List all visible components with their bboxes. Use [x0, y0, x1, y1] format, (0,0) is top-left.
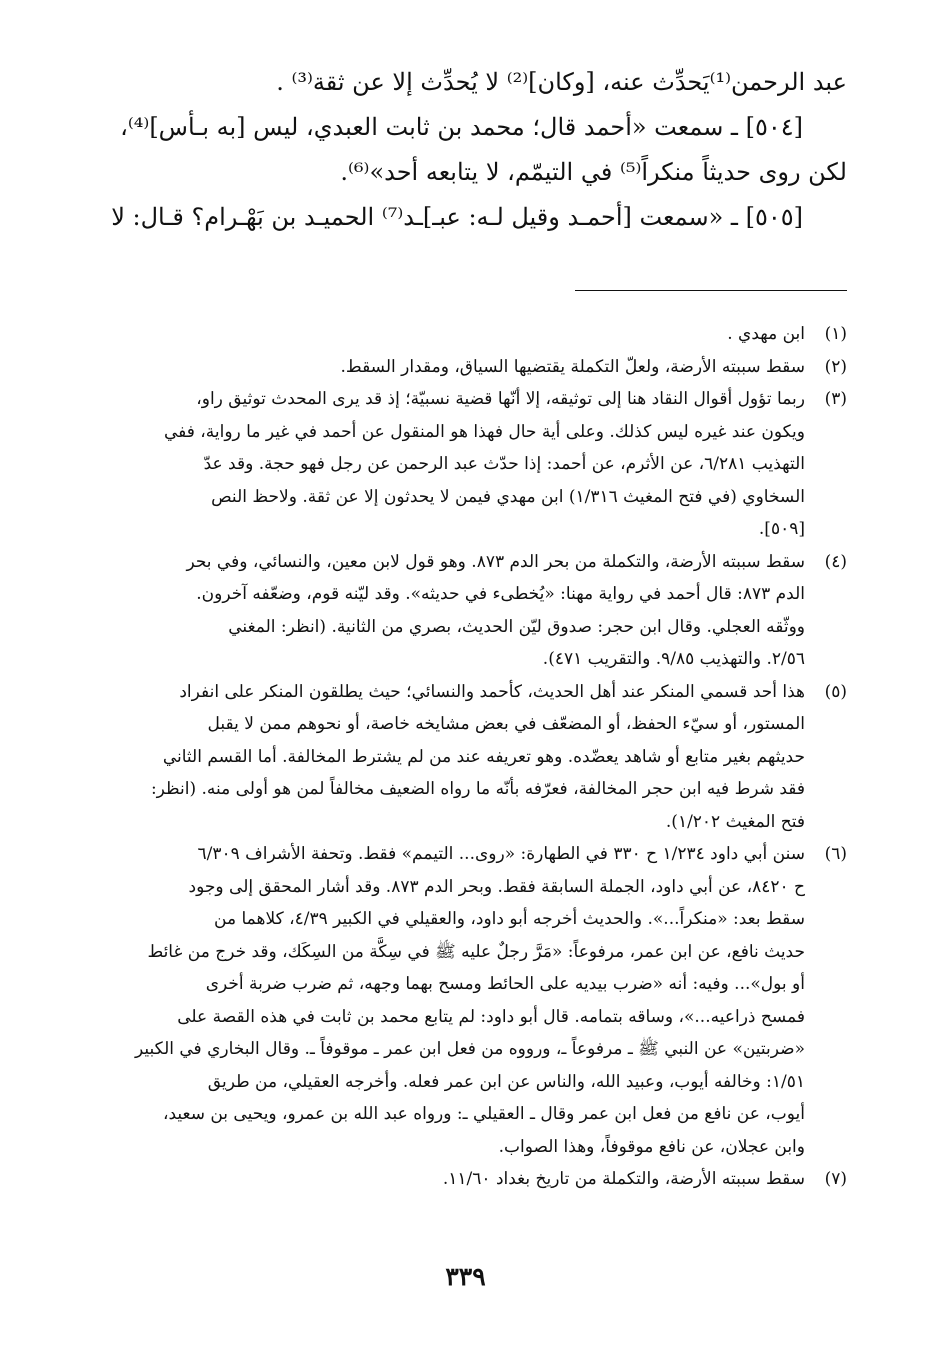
footnote-number: (٣)	[824, 389, 847, 409]
footnote-line: ابن مهدي .	[727, 324, 805, 344]
entry-504-line: [٥٠٤] ـ سمعت «أحمد قال؛ محمد بن ثابت العبدي، ليس [به بـأس]⁽⁴⁾،	[120, 113, 803, 141]
footnote-separator	[575, 290, 847, 291]
footnote-line: هذا أحد قسمي المنكر عند أهل الحديث، كأحمد والنسائي؛ حيث يطلقون المنكر على انفراد	[179, 681, 805, 702]
footnote-line: ح ٨٤٢٠، عن أبي داود، الجملة السابقة فقط. وبحر الدم ٨٧٣. وقد أشار المحقق إلى وجود	[188, 876, 805, 897]
footnote-line: ووثّقه العجلي. وقال ابن حجر: صدوق ليّن الحديث، بصري من الثانية. (انظر: المغني	[228, 616, 805, 637]
footnote-line: فمسح ذراعيه...»، وساقه بتمامه. قال أبو داود: لم يتابع محمد بن ثابت في هذه القصة على	[177, 1006, 805, 1027]
footnote-line: ربما تؤول أقوال النقاد هنا إلى توثيقه، إلا أنّها قضية نسبيّة؛ إذ قد يرى المحدث توثيق راو،	[196, 389, 805, 409]
entry-505-line: [٥٠٥] ـ «سمعت [أحمـد وقيل لـه: عبـ]ـد⁽⁷⁾ الحميـد بن بَهْـرام؟ قـال: لا	[111, 203, 803, 231]
footnote-line: وابن عجلان، عن نافع موقوفاً، وهذا الصواب.	[498, 1136, 805, 1157]
footnote-line: [٥٠٩].	[758, 519, 805, 539]
footnotes	[70, 318, 847, 1196]
footnote-1	[70, 318, 847, 351]
footnote-6	[70, 838, 847, 1163]
main-text-line: لكن روى حديثاً منكراً⁽⁵⁾ في التيمّم، لا يتابعه أحد»⁽⁶⁾.	[340, 158, 847, 186]
footnote-number: (٧)	[824, 1169, 847, 1189]
footnote-3	[70, 383, 847, 546]
footnote-5	[70, 676, 847, 839]
footnote-line: الدم ٨٧٣: قال أحمد في رواية مهنا: «يُخطىء في حديثه». وقد ليّنه قوم، وضعّفه آخرون.	[196, 584, 805, 604]
footnote-line: المستور، أو سيّء الحفظ، أو المضعّف في بعض مشايخه خاصة، أو نحوهم ممن لا يقبل	[207, 714, 805, 734]
footnote-line: أو بول»... وفيه: أنه «ضرب بيديه على الحائط ومسح بهما وجهه، ثم ضرب ضربة أخرى	[205, 974, 805, 994]
footnote-line: سقط سببته الأرضة، والتكملة من بحر الدم ٨٧٣. وهو قول لابن معين، والنسائي، وفي بحر	[186, 551, 805, 572]
footnote-line: سقط سببته الأرضة، والتكملة من تاريخ بغداد ١١/٦٠.	[442, 1169, 805, 1189]
footnote-2	[70, 351, 847, 384]
footnote-line: سقط سببته الأرضة، ولعلّ التكملة يقتضيها السياق، ومقدار السقط.	[340, 356, 805, 377]
footnote-line: ١/٥١: وخالفه أيوب، وعبيد الله، والناس عن ابن عمر فعله. وأخرجه العقيلي، من طريق	[207, 1071, 805, 1092]
main-text-line: عبد الرحمن⁽¹⁾يَحدِّث عنه، [وكان]⁽²⁾ لا يُحدِّث إلا عن ثقة⁽³⁾ .	[276, 68, 847, 96]
footnote-number: (٦)	[824, 844, 847, 864]
footnote-line: حديثهم بغير متابع أو شاهد يعضّده. وهو تعريفه عند من لم يشترط المخالفة. أما القسم الثاني	[162, 746, 805, 767]
footnote-line: أيوب، عن نافع من فعل ابن عمر وقال ـ العقيلي ـ: ورواه عبد الله بن عمرو، ويحيى بن سعيد،	[162, 1104, 805, 1124]
footnote-line: حديث نافع، عن ابن عمر، مرفوعاً: «مَرَّ رجلٌ عليه ﷺ في سِكَّة من السِكَك، وقد خرج من غائط	[147, 941, 805, 962]
footnote-line: ويكون عند غيره ليس كذلك. وعلى أية حال فهذا هو المنقول عن أحمد في غير ما رواية، ففي	[163, 421, 805, 442]
footnote-number: (٤)	[824, 551, 847, 572]
footnote-line: التهذيب ٦/٢٨١، عن الأثرم، عن أحمد: إذا حدّث عبد الرحمن عن رجل فهو حجة. وقد عدّ	[203, 454, 805, 474]
footnote-7	[70, 1163, 847, 1196]
footnote-line: فقد شرط فيه ابن حجر المخالفة، فعرّفه بأنّه ما رواه الضعيف مخالفاً لمن هو أولى منه. (انظر:	[150, 779, 805, 799]
page-number: ٣٣٩	[445, 1262, 486, 1291]
main-text	[75, 60, 847, 240]
footnote-4	[70, 546, 847, 676]
footnote-line: «ضربتين» عن النبي ﷺ ـ مرفوعاً ـ، ورووه من فعل ابن عمر ـ موقوفاً ـ. وقال البخاري في الكبير	[135, 1039, 805, 1059]
footnote-line: سنن أبي داود ١/٢٣٤ ح ٣٣٠ في الطهارة: «روى... التيمم» فقط. وتحفة الأشراف ٦/٣٠٩	[197, 844, 805, 864]
footnote-line: سقط بعد: «منكراً...». والحديث أخرجه أبو داود، والعقيلي في الكبير ٤/٣٩، كلاهما من	[214, 909, 805, 929]
footnote-number: (٢)	[824, 356, 847, 377]
footnote-number: (١)	[824, 324, 847, 344]
footnote-number: (٥)	[824, 681, 847, 702]
footnote-line: فتح المغيث ١/٢٠٢).	[665, 811, 805, 832]
footnote-line: ٢/٥٦. والتهذيب ٩/٨٥. والتقريب ٤٧١).	[542, 649, 805, 669]
footnote-line: السخاوي (في فتح المغيث ١/٣١٦) ابن مهدي فيمن لا يحدثون إلا عن ثقة. ولاحظ النص	[211, 486, 805, 507]
